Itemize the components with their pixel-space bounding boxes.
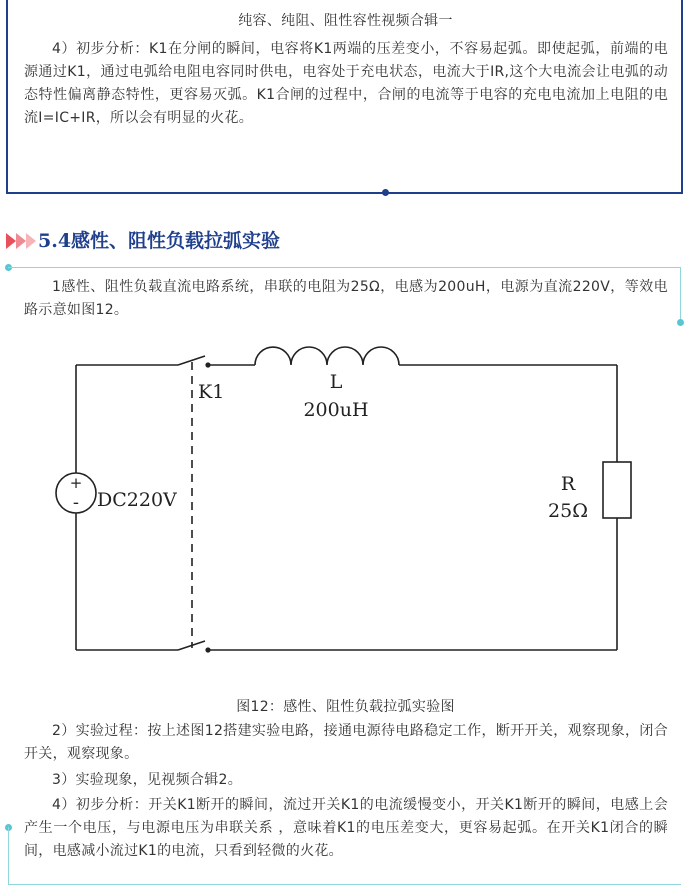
box2-right-border <box>680 267 681 321</box>
circuit-diagram <box>0 330 691 670</box>
figure-caption: 图12：感性、阻性负载拉弧实验图 <box>236 699 455 715</box>
experiment-phenomenon-paragraph: 3）实验现象，见视频合辑2。 <box>52 772 243 788</box>
box1-title: 纯容、纯阻、阻性容性视频合辑一 <box>238 13 453 29</box>
source-label: DC220V <box>97 489 177 511</box>
experiment-process-paragraph: 2）实验过程：按上述图12搭建实验电路，接通电源待电路稳定工作，断开开关，观察现象，闭合开关，观察现象。 <box>24 723 668 762</box>
bottom-bracket-bottom <box>8 884 681 885</box>
box1-left-border <box>6 0 8 193</box>
resistor-value: 25Ω <box>548 500 588 522</box>
analysis-paragraph: 4）初步分析：开关K1断开的瞬间，流过开关K1的电流缓慢变小，开关K1断开的瞬间，电感上会产生一个电压，与电源电压为串联关系 ，意味着K1的电压差变大，更容易起弧。在开关K1闭合的瞬间，电感减小流过K1的电流，只看到轻微的火花。 <box>24 797 668 859</box>
source-minus: - <box>72 493 80 513</box>
resistor-label: R <box>560 473 576 495</box>
intro-paragraph: 1感性、阻性负载直流电路系统，串联的电阻为25Ω，电感为200uH，电源为直流220V，等效电路示意如图12。 <box>24 279 668 318</box>
box1-right-border <box>681 0 683 193</box>
bottom-bracket-left <box>8 827 9 885</box>
box1-paragraph: 4）初步分析：K1在分闸的瞬间，电容将K1两端的压差变小，不容易起弧。即使起弧，前端的电源通过K1，通过电弧给电阻电容同时供电，电容处于充电状态，电流大于IR,这个大电流会让电弧的动态特性偏离静态特性，更容易灭弧。K1合闸的过程中，合闸的电流等于电容的充电电流加上电阻的电流I=IC+IR，所以会有明显的火花。 <box>24 41 668 126</box>
section-title: 5.4感性、阻性负载拉弧实验 <box>38 230 281 252</box>
box2-top-border <box>8 267 681 268</box>
switch-label: K1 <box>198 381 225 403</box>
box1-bottom-dot <box>382 189 389 196</box>
source-plus: + <box>69 474 83 492</box>
double-arrow-icon <box>4 230 38 252</box>
box2-right-dot <box>677 319 684 326</box>
inductor-label: L <box>329 371 343 393</box>
box1-bottom-border <box>6 192 683 194</box>
inductor-value: 200uH <box>303 399 369 421</box>
